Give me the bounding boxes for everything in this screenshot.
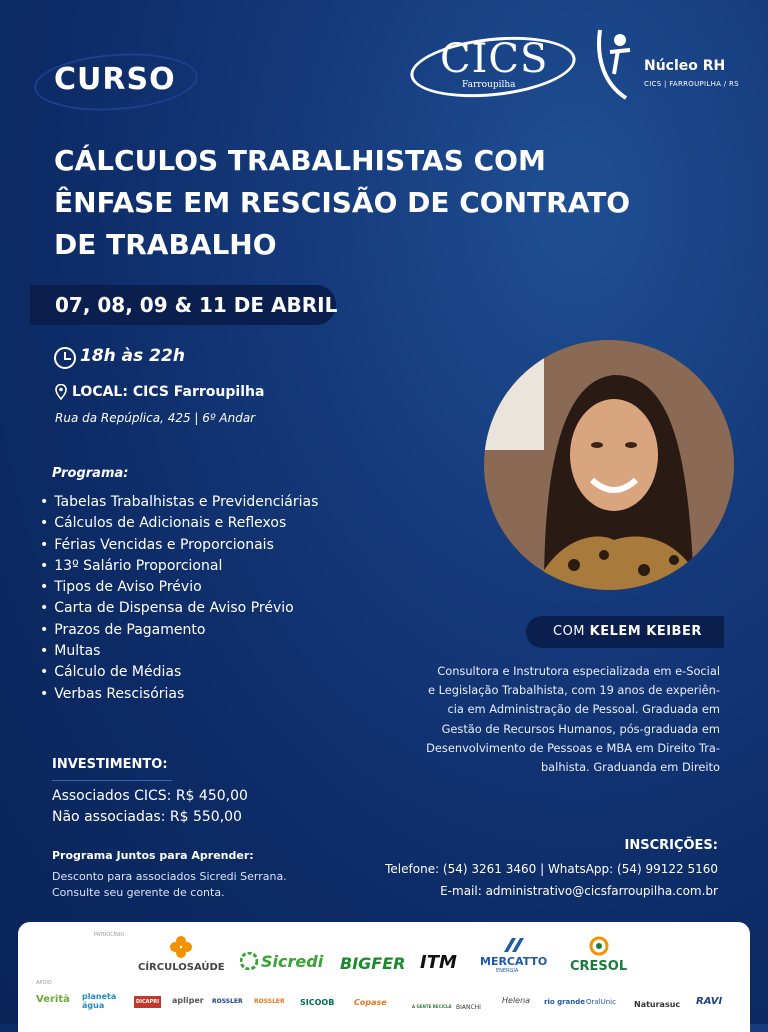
cics-logo-sub: Farroupilha: [462, 80, 516, 90]
course-title: [54, 140, 694, 266]
price-members: Associados CICS: R$ 450,00: [52, 788, 248, 804]
course-title-line: DE TRABALHO: [54, 228, 277, 261]
course-time: 18h às 22h: [80, 346, 185, 366]
support-rio-grande: rio grande: [544, 998, 586, 1006]
instructor-name: KELEM KEIBER: [589, 624, 702, 639]
support-naturasuc: Naturasuc: [634, 1000, 681, 1009]
contact-email: E-mail: administrativo@cicsfarroupilha.com.br: [440, 884, 718, 898]
support-rossler: ROSSLER: [212, 998, 243, 1005]
sponsors-panel: [18, 922, 750, 1032]
program-item: • Cálculo de Médias: [40, 664, 318, 685]
program-item: • 13º Salário Proporcional: [40, 558, 318, 579]
program-item: • Carta de Dispensa de Aviso Prévio: [40, 600, 318, 621]
sponsor-mercatto: MERCATTO: [480, 955, 548, 968]
cics-logo-word: CICS: [440, 36, 549, 82]
support-helena: Helena: [502, 996, 531, 1005]
program-item: • Prazos de Pagamento: [40, 622, 318, 643]
support-a-gente-recicla: A GENTE RECICLA: [412, 1004, 452, 1009]
bio-line: Desenvolvimento de Pessoas e MBA em Direito Tra-: [426, 740, 720, 755]
bio-line: balhista. Graduanda em Direito: [540, 760, 720, 775]
sponsor-bigfer: BIGFER: [340, 954, 406, 973]
bio-line: Gestão de Recursos Humanos, pós-graduada em: [441, 721, 720, 736]
support-verita: Verità: [36, 994, 70, 1005]
support-apliper: apliper: [172, 996, 204, 1005]
program-item: • Cálculos de Adicionais e Reflexos: [40, 515, 318, 536]
nucleo-title: Núcleo RH: [644, 58, 726, 74]
curso-badge: CURSO: [54, 62, 176, 97]
sponsor-itm: ITM: [420, 952, 457, 973]
program-item: • Verbas Rescisórias: [40, 686, 318, 707]
course-local: LOCAL: CICS Farroupilha: [72, 384, 265, 400]
circulo-saude-icon: [168, 934, 194, 960]
nucleo-rh-logo: [596, 28, 746, 98]
course-title-line: ÊNFASE EM RESCISÃO DE CONTRATO: [54, 186, 631, 219]
instructor-label: [553, 624, 702, 639]
course-title-line: CÁLCULOS TRABALHISTAS COM: [54, 144, 546, 177]
bio-line: cia em Administração de Pessoal. Graduada em: [447, 702, 720, 717]
instructor-portrait: [484, 340, 734, 590]
investment-title: INVESTIMENTO:: [52, 757, 168, 772]
instructor-with: COM: [553, 624, 590, 639]
support-planeta-agua: planeta água: [82, 992, 117, 1010]
investment-divider: [52, 780, 172, 781]
clock-icon: [54, 347, 76, 369]
juntos-title: Programa Juntos para Aprender:: [52, 849, 254, 862]
sicredi-icon: [240, 952, 258, 970]
inscricoes-title: INSCRIÇÕES:: [624, 838, 718, 853]
sponsor-sicredi: Sicredi: [261, 952, 324, 971]
juntos-line: Desconto para associados Sicredi Serrana.: [52, 870, 287, 883]
sponsor-cresol: CRESOL: [570, 959, 628, 974]
support-oralunic: OralUnic: [586, 998, 616, 1006]
support-copase: Copase: [354, 998, 387, 1007]
support-dicapri: DICAPRI: [134, 996, 161, 1008]
program-list: [40, 494, 318, 707]
sponsors-label: PATROCÍNIO: [94, 932, 125, 938]
course-address: Rua da Repúplica, 425 | 6º Andar: [55, 411, 256, 425]
support-sicoob: SICOOB: [300, 998, 335, 1007]
nucleo-person-icon: [596, 28, 636, 100]
program-item: • Tabelas Trabalhistas e Previdenciárias: [40, 494, 318, 515]
cresol-icon: [589, 936, 609, 956]
bio-line: Consultora e Instrutora especializada em e-Social: [437, 664, 720, 678]
program-item: • Multas: [40, 643, 318, 664]
mercatto-icon: [502, 936, 528, 952]
support-ravi: RAVI: [696, 996, 723, 1007]
location-pin-icon: [55, 384, 67, 400]
bio-line: e Legislação Trabalhista, com 19 anos de experiên-: [427, 683, 720, 698]
support-rossler-energia: ROSSLER: [254, 998, 285, 1005]
course-dates: 07, 08, 09 & 11 DE ABRIL: [55, 293, 338, 317]
contact-phone: Telefone: (54) 3261 3460 | WhatsApp: (54) 99122 5160: [385, 862, 718, 876]
support-label: APOIO: [36, 980, 52, 986]
juntos-line: Consulte seu gerente de conta.: [52, 886, 225, 899]
sponsor-circulo-saude: CÍRCULOSAÚDE: [138, 962, 225, 973]
instructor-photo: [484, 340, 734, 590]
cics-logo: [410, 30, 575, 100]
instructor-bio: [380, 662, 720, 777]
program-item: • Férias Vencidas e Proporcionais: [40, 537, 318, 558]
price-non-members: Não associadas: R$ 550,00: [52, 809, 242, 825]
mercatto-sub: ENERGIA: [496, 968, 519, 974]
program-title: Programa:: [52, 466, 129, 481]
program-item: • Tipos de Aviso Prévio: [40, 579, 318, 600]
support-bianchi: BIANCHI: [456, 1004, 481, 1011]
nucleo-subtitle: CICS | FARROUPILHA / RS: [644, 80, 739, 88]
